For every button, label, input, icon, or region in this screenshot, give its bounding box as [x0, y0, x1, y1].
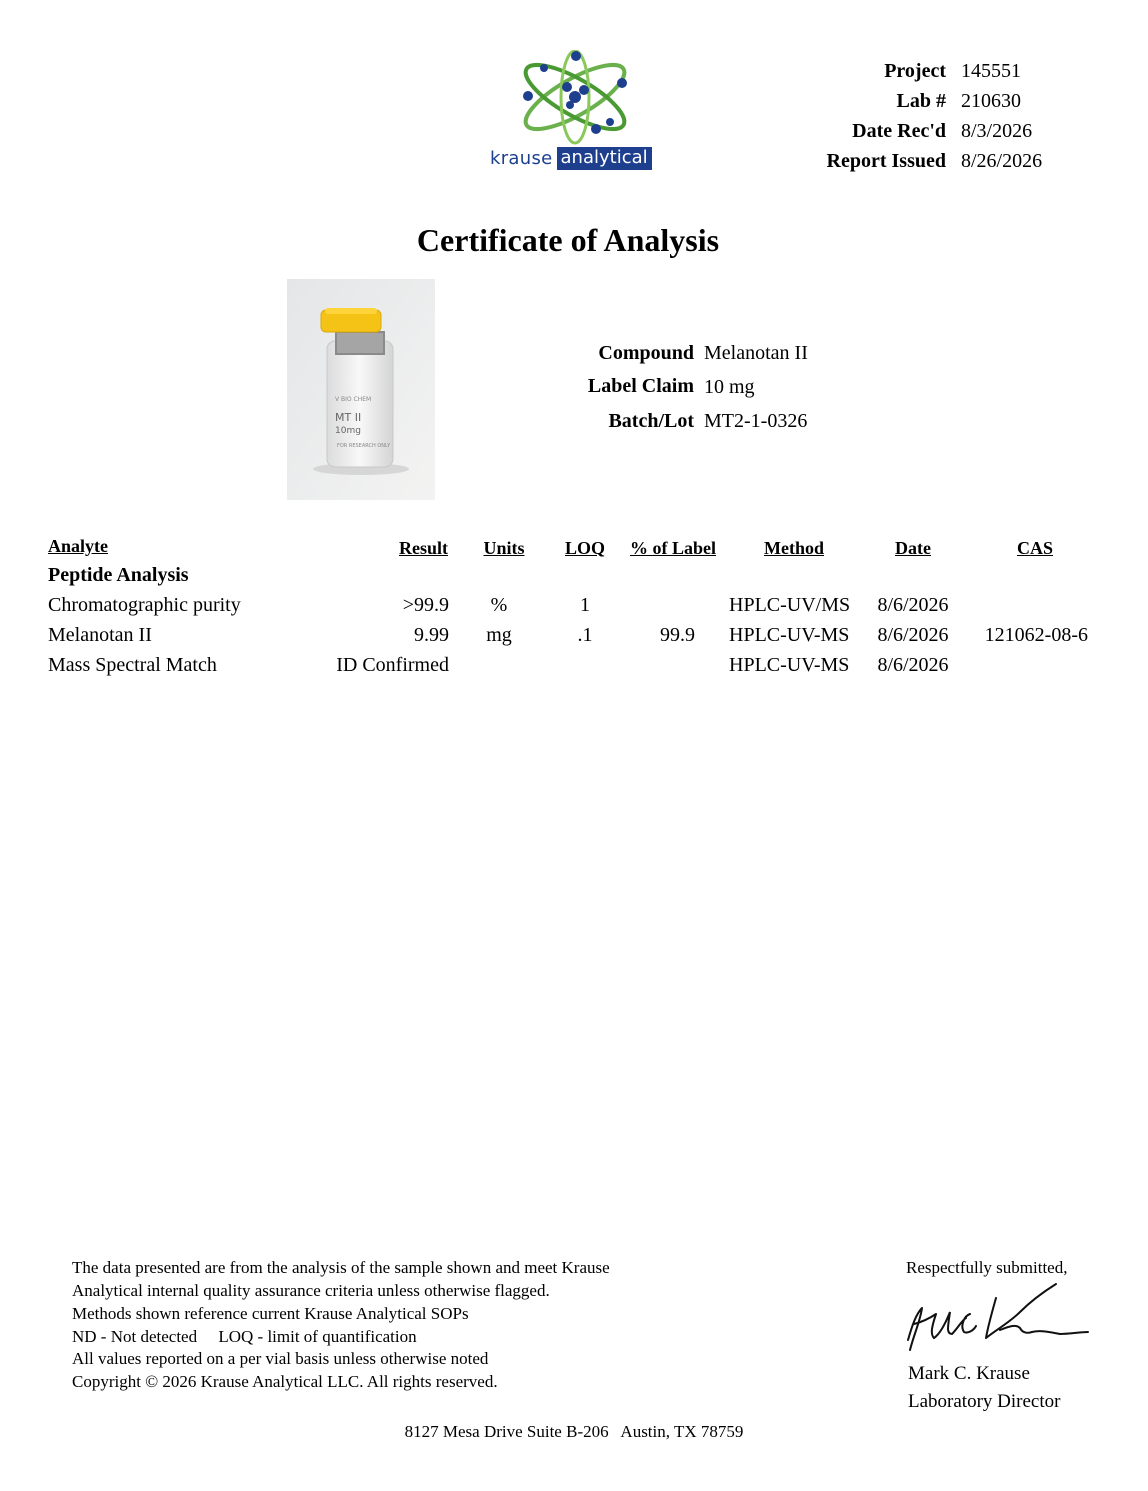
note-line: Copyright © 2026 Krause Analytical LLC. All rights reserved. [72, 1372, 498, 1391]
label-claim-label: Label Claim [587, 375, 694, 397]
cell-method: HPLC-UV-MS [729, 624, 850, 646]
label-claim-value: 10 mg [704, 376, 755, 398]
cell-date: 8/6/2026 [877, 624, 949, 646]
note-line: ND - Not detected LOQ - limit of quantification [72, 1327, 417, 1346]
cell-cas: 121062-08-6 [984, 624, 1088, 646]
batch-lot-label: Batch/Lot [608, 410, 694, 432]
page-title: Certificate of Analysis [416, 222, 720, 258]
cell-analyte: Mass Spectral Match [48, 654, 217, 676]
col-header-cas: CAS [1016, 538, 1053, 558]
col-header-analyte: Analyte [48, 536, 108, 556]
lab-label: Lab # [896, 90, 946, 112]
project-label: Project [884, 60, 946, 82]
compound-label: Compound [598, 342, 694, 364]
cell-method: HPLC-UV-MS [729, 654, 850, 676]
report-issued-value: 8/26/2026 [961, 150, 1043, 172]
vial-image-icon [287, 279, 435, 500]
company-logo [490, 50, 660, 180]
date-received-value: 8/3/2026 [961, 120, 1033, 142]
note-line: All values reported on a per vial basis unless otherwise noted [72, 1349, 489, 1368]
note-line: Methods shown reference current Krause Analytical SOPs [72, 1304, 469, 1323]
signature-icon [900, 1278, 1090, 1358]
company-address: 8127 Mesa Drive Suite B-206 Austin, TX 78759 [404, 1422, 744, 1441]
cell-result: 9.99 [414, 624, 449, 646]
cell-analyte: Chromatographic purity [48, 594, 241, 616]
vial-dose-text: 10mg [335, 426, 361, 436]
report-issued-label: Report Issued [826, 150, 946, 172]
logo-brand-name: krause [490, 147, 553, 169]
section-heading: Peptide Analysis [48, 564, 189, 586]
cell-units: % [490, 594, 508, 616]
signer-title: Laboratory Director [908, 1391, 1061, 1412]
lab-value: 210630 [961, 90, 1021, 112]
vial-brand-text: V BIO CHEM [335, 396, 372, 403]
sample-vial-photo [287, 279, 435, 500]
col-header-result: Result [399, 538, 448, 558]
date-received-label: Date Rec'd [852, 120, 946, 142]
cell-percent-label: 99.9 [660, 624, 695, 646]
cell-loq: 1 [580, 594, 590, 616]
vial-note-text: FOR RESEARCH ONLY [337, 443, 391, 449]
col-header-units: Units [483, 538, 525, 558]
col-header-loq: LOQ [564, 538, 605, 558]
cell-loq: .1 [577, 624, 593, 646]
vial-product-text: MT II [335, 411, 362, 424]
col-header-method: Method [764, 538, 824, 558]
cell-date: 8/6/2026 [877, 594, 949, 616]
project-value: 145551 [961, 60, 1021, 82]
cell-method: HPLC-UV/MS [729, 594, 851, 616]
col-header-date: Date [895, 538, 931, 558]
respectfully-submitted: Respectfully submitted, [906, 1258, 1068, 1277]
cell-units: mg [486, 624, 512, 646]
note-line: The data presented are from the analysis of the sample shown and meet Krause [72, 1258, 610, 1277]
signer-name: Mark C. Krause [908, 1363, 1030, 1384]
cell-analyte: Melanotan II [48, 624, 152, 646]
note-line: Analytical internal quality assurance criteria unless otherwise flagged. [72, 1281, 550, 1300]
logo-wordmark [490, 145, 652, 171]
logo-brand-suffix: analytical [557, 147, 652, 170]
batch-lot-value: MT2-1-0326 [704, 410, 808, 432]
atom-logo-icon [510, 50, 640, 145]
cell-result: ID Confirmed [336, 654, 449, 676]
compound-value: Melanotan II [704, 342, 808, 364]
cell-result: >99.9 [402, 594, 449, 616]
col-header-percent-label: % of Label [629, 538, 716, 558]
cell-date: 8/6/2026 [877, 654, 949, 676]
